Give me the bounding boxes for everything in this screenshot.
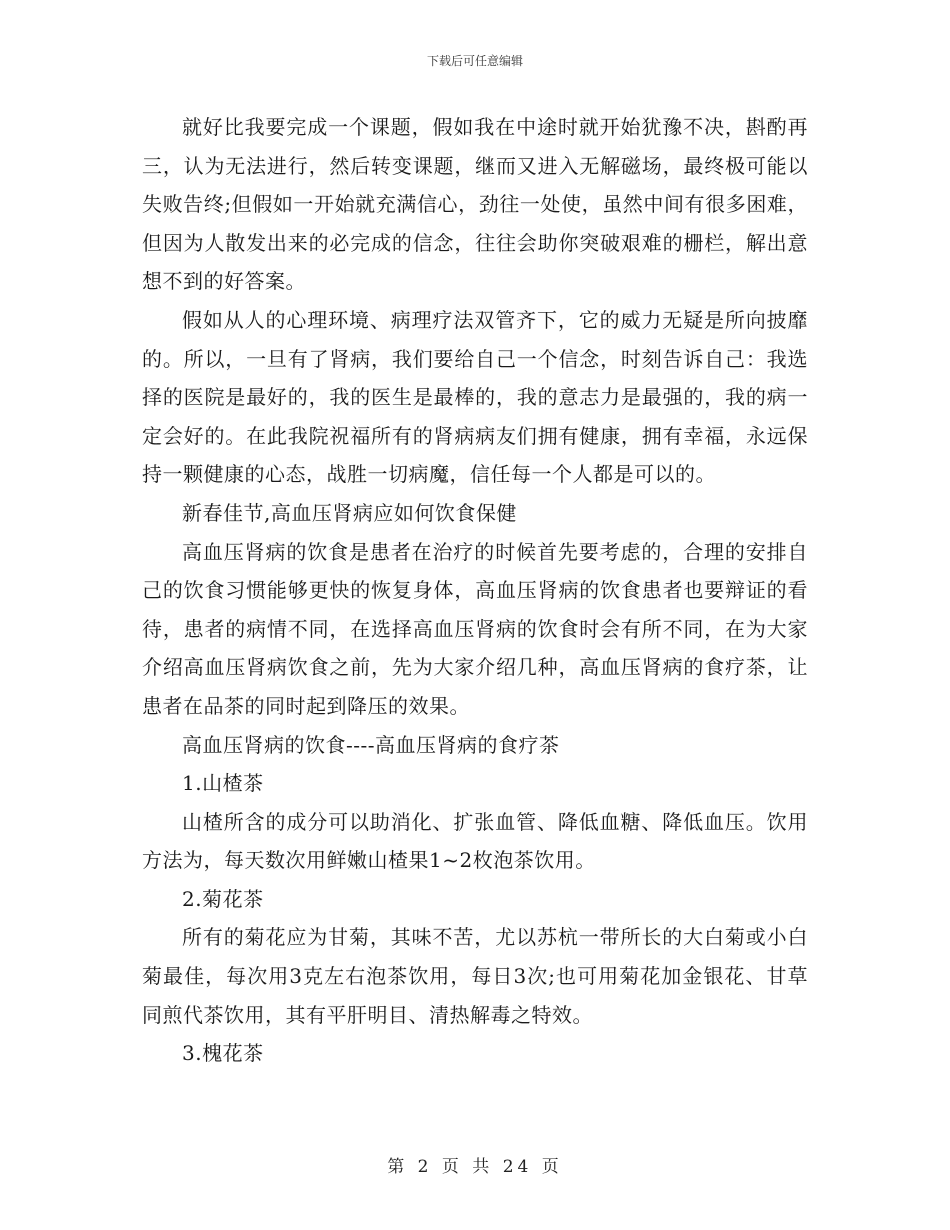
item-heading-2: 2.菊花茶 <box>182 886 264 911</box>
paragraph-3: 高血压肾病的饮食是患者在治疗的时候首先要考虑的，合理的安排自己的饮食习惯能够更快的恢复身体，高血压肾病的饮食患者也要辩证的看待，患者的病情不同，在选择高血压肾病的饮食时会有所不同，在为大家介绍高血压肾病饮食之前，先为大家介绍几种，高血压肾病的食疗茶，让患者在品茶的同时起到降压的效果。 <box>142 539 808 718</box>
item-heading-1: 1.山楂茶 <box>182 771 264 796</box>
paragraph-1: 就好比我要完成一个课题，假如我在中途时就开始犹豫不决，斟酌再三，认为无法进行，然后转变课题，继而又进入无解磁场，最终极可能以失败告终;但假如一开始就充满信心，劲往一处使，虽然中间有很多困难，但因为人散发出来的必完成的信念，往往会助你突破艰难的栅栏，解出意想不到的好答案。 <box>142 115 808 294</box>
page-header: 下载后可任意编辑 <box>426 54 523 68</box>
paragraph-2: 假如从人的心理环境、病理疗法双管齐下，它的威力无疑是所向披靡的。所以，一旦有了肾病，我们要给自己一个信念，时刻告诉自己：我选择的医院是最好的，我的医生是最棒的，我的意志力是最强的，我的病一定会好的。在此我院祝福所有的肾病病友们拥有健康，拥有幸福，永远保持一颗健康的心态，战胜一切病魔，信任每一个人都是可以的。 <box>142 307 808 487</box>
item-body-2: 所有的菊花应为甘菊，其味不苦，尤以苏杭一带所长的大白菊或小白菊最佳，每次用3克左右泡茶饮用，每日3次;也可用菊花加金银花、甘草同煎代茶饮用，其有平肝明目、清热解毒之特效。 <box>142 925 808 1027</box>
section-heading: 新春佳节,高血压肾病应如何饮食保健 <box>182 500 517 525</box>
item-heading-3: 3.槐花茶 <box>182 1041 264 1066</box>
page-number: 第 2 页 共 24 页 <box>387 1157 563 1177</box>
subsection-heading: 高血压肾病的饮食----高血压肾病的食疗茶 <box>182 732 560 757</box>
item-body-1: 山楂所含的成分可以助消化、扩张血管、降低血糖、降低血压。饮用方法为，每天数次用鲜嫩山楂果1~2枚泡茶饮用。 <box>142 809 808 873</box>
document-body <box>142 108 808 1073</box>
